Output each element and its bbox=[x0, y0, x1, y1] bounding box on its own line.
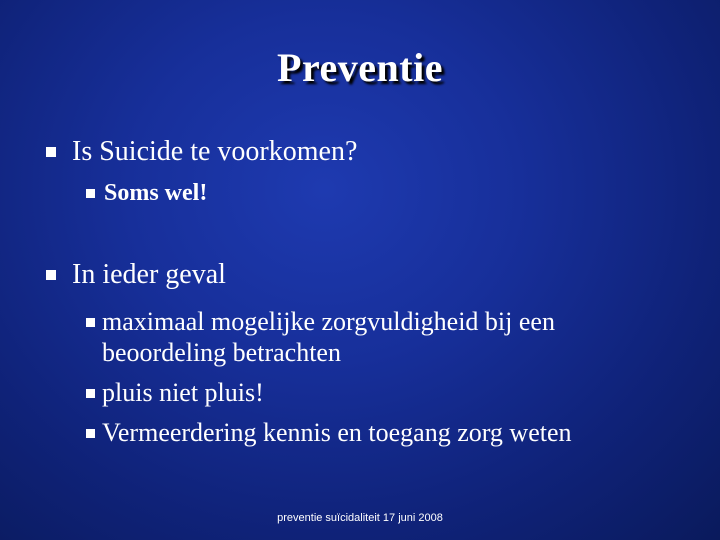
sub-bullet-soms-wel bbox=[86, 180, 207, 207]
sub-bullet-pluis bbox=[86, 378, 646, 408]
sub-bullet-text: Soms wel! bbox=[104, 180, 208, 206]
sub-bullet-kennis bbox=[86, 418, 646, 448]
square-bullet-icon bbox=[86, 318, 95, 327]
sub-bullet-text: pluis niet pluis! bbox=[102, 378, 264, 407]
bullet-item-in-ieder-geval bbox=[46, 259, 226, 291]
square-bullet-icon bbox=[86, 189, 95, 198]
square-bullet-icon bbox=[46, 147, 56, 157]
square-bullet-icon bbox=[46, 270, 56, 280]
slide-footer: preventie suïcidaliteit 17 juni 2008 bbox=[277, 512, 443, 524]
slide-title: Preventie bbox=[277, 45, 443, 90]
sub-bullet-text: Vermeerdering kennis en toegang zorg weten bbox=[102, 418, 572, 447]
bullet-text: In ieder geval bbox=[72, 259, 226, 290]
bullet-text: Is Suicide te voorkomen? bbox=[72, 136, 358, 167]
square-bullet-icon bbox=[86, 389, 95, 398]
square-bullet-icon bbox=[86, 429, 95, 438]
bullet-item-suicide bbox=[46, 136, 357, 168]
sub-bullet-zorgvuldigheid bbox=[86, 306, 646, 368]
sub-bullet-text: maximaal mogelijke zorgvuldigheid bij een beoordeling betrachten bbox=[102, 307, 555, 367]
